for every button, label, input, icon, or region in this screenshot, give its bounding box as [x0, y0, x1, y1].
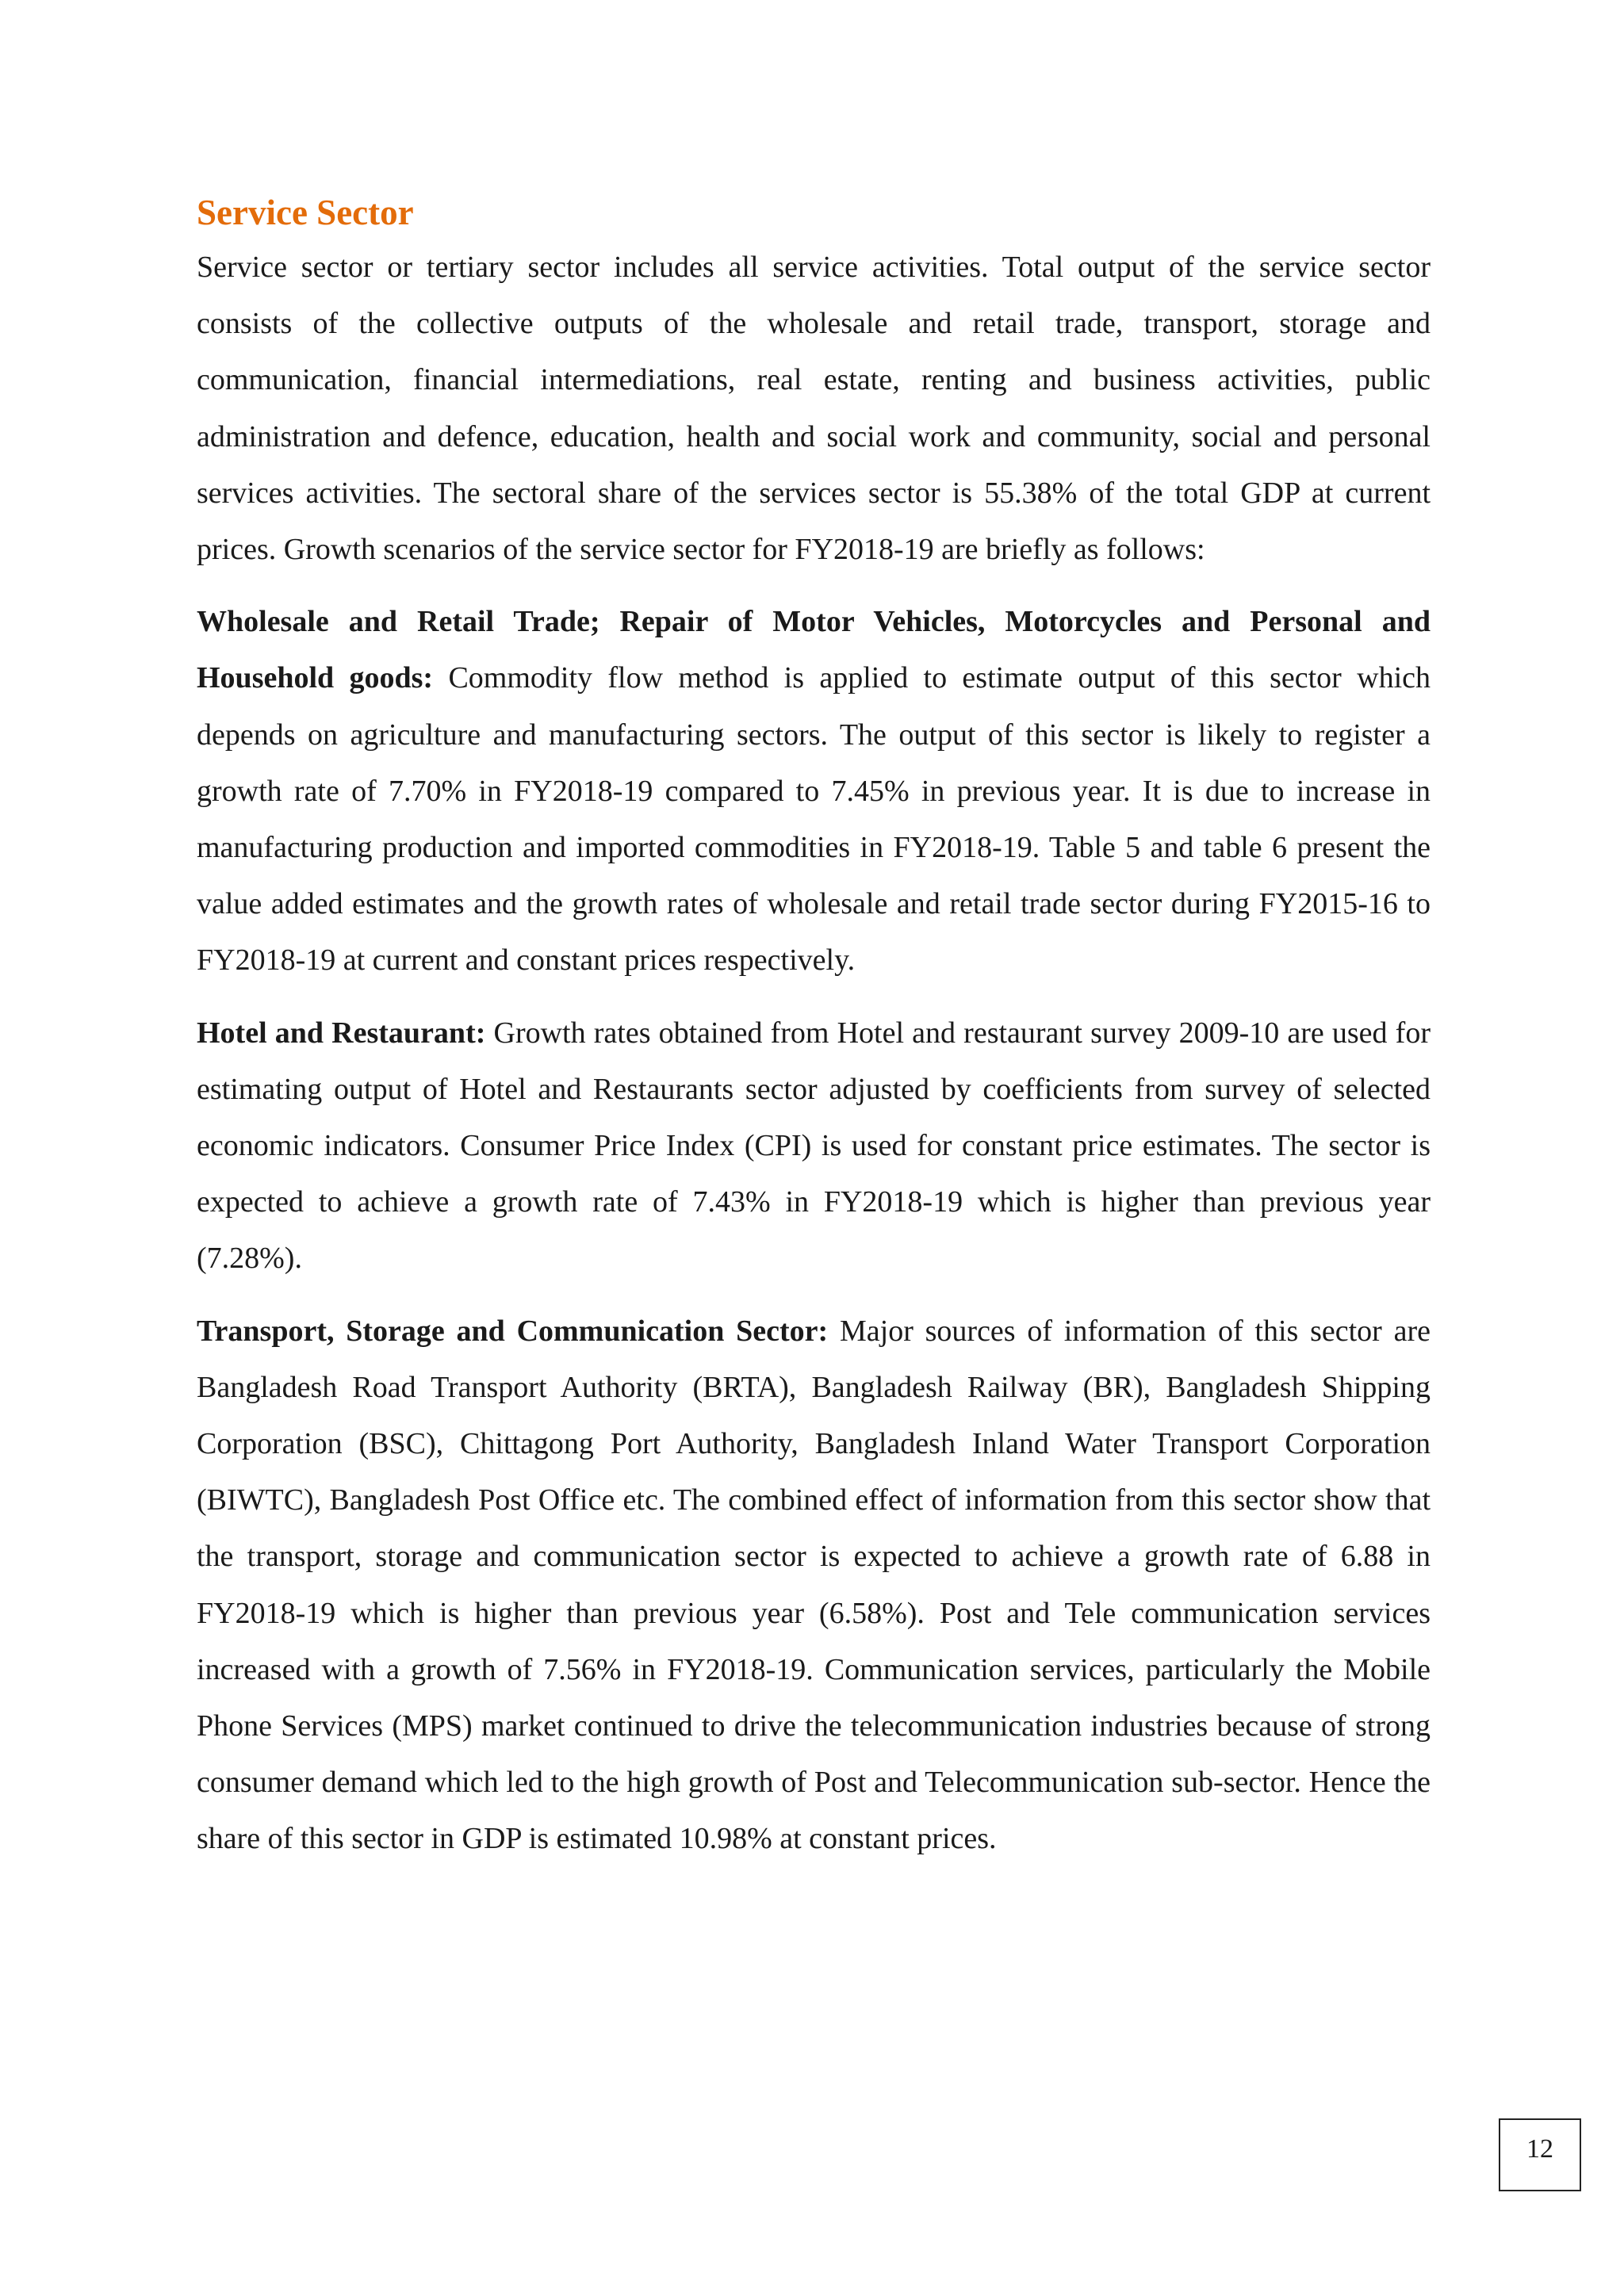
intro-paragraph: Service sector or tertiary sector includes all service activities. Total output of the service sector consists of the collective outputs of the wholesale and retail trade, transport, storage and communication, financial intermediations, real estate, renting and business activities, public administration and defence, education, health and social work and community, social and personal services activities. The sectoral share of the services sector is 55.38% of the total GDP at current prices. Growth scenarios of the service sector for FY2018-19 are briefly as follows:	[197, 251, 1431, 567]
section-title: Service Sector	[197, 193, 414, 232]
transport-storage-paragraph	[197, 1303, 1431, 1868]
hotel-restaurant-body: Growth rates obtained from Hotel and restaurant survey 2009-10 are used for estimating output of Hotel and Restaurants sector adjusted by coefficients from survey of selected economic indicators. Consumer Price Index (CPI) is used for constant price estimates. The sector is expected to achieve a growth rate of 7.43% in FY2018-19 which is higher than previous year (7.28%).	[197, 1016, 1431, 1276]
wholesale-retail-heading: Wholesale and Retail Trade; Repair of Motor Vehicles, Motorcycles and Personal and Household goods:	[197, 605, 1431, 695]
wholesale-retail-body: Commodity flow method is applied to estimate output of this sector which depends on agriculture and manufacturing sectors. The output of this sector is likely to register a growth rate of 7.70% in FY2018-19 compared to 7.45% in previous year. It is due to increase in manufacturing production and imported commodities in FY2018-19. Table 5 and table 6 present the value added estimates and the growth rates of wholesale and retail trade sector during FY2015-16 to FY2018-19 at current and constant prices respectively.	[197, 661, 1431, 978]
hotel-restaurant-paragraph	[197, 1005, 1431, 1288]
transport-storage-body: Major sources of information of this sector are Bangladesh Road Transport Authority (BRTA), Bangladesh Railway (BR), Bangladesh Shipping Corporation (BSC), Chittagong Port Authority, Bangladesh Inland Water Transport Corporation (BIWTC), Bangladesh Post Office etc. The combined effect of information from this sector show that the transport, storage and communication sector is expected to achieve a growth rate of 6.88 in FY2018-19 which is higher than previous year (6.58%). Post and Tele communication services increased with a growth of 7.56% in FY2018-19. Communication services, particularly the Mobile Phone Services (MPS) market continued to drive the telecommunication industries because of strong consumer demand which led to the high growth of Post and Telecommunication sub-sector. Hence the share of this sector in GDP is estimated 10.98% at constant prices.	[197, 1314, 1431, 1856]
transport-storage-heading: Transport, Storage and Communication Sector:	[197, 1314, 829, 1348]
wholesale-retail-paragraph	[197, 594, 1431, 989]
page-content	[197, 190, 1431, 1884]
hotel-restaurant-heading: Hotel and Restaurant:	[197, 1016, 486, 1050]
page-number: 12	[1499, 2118, 1581, 2191]
